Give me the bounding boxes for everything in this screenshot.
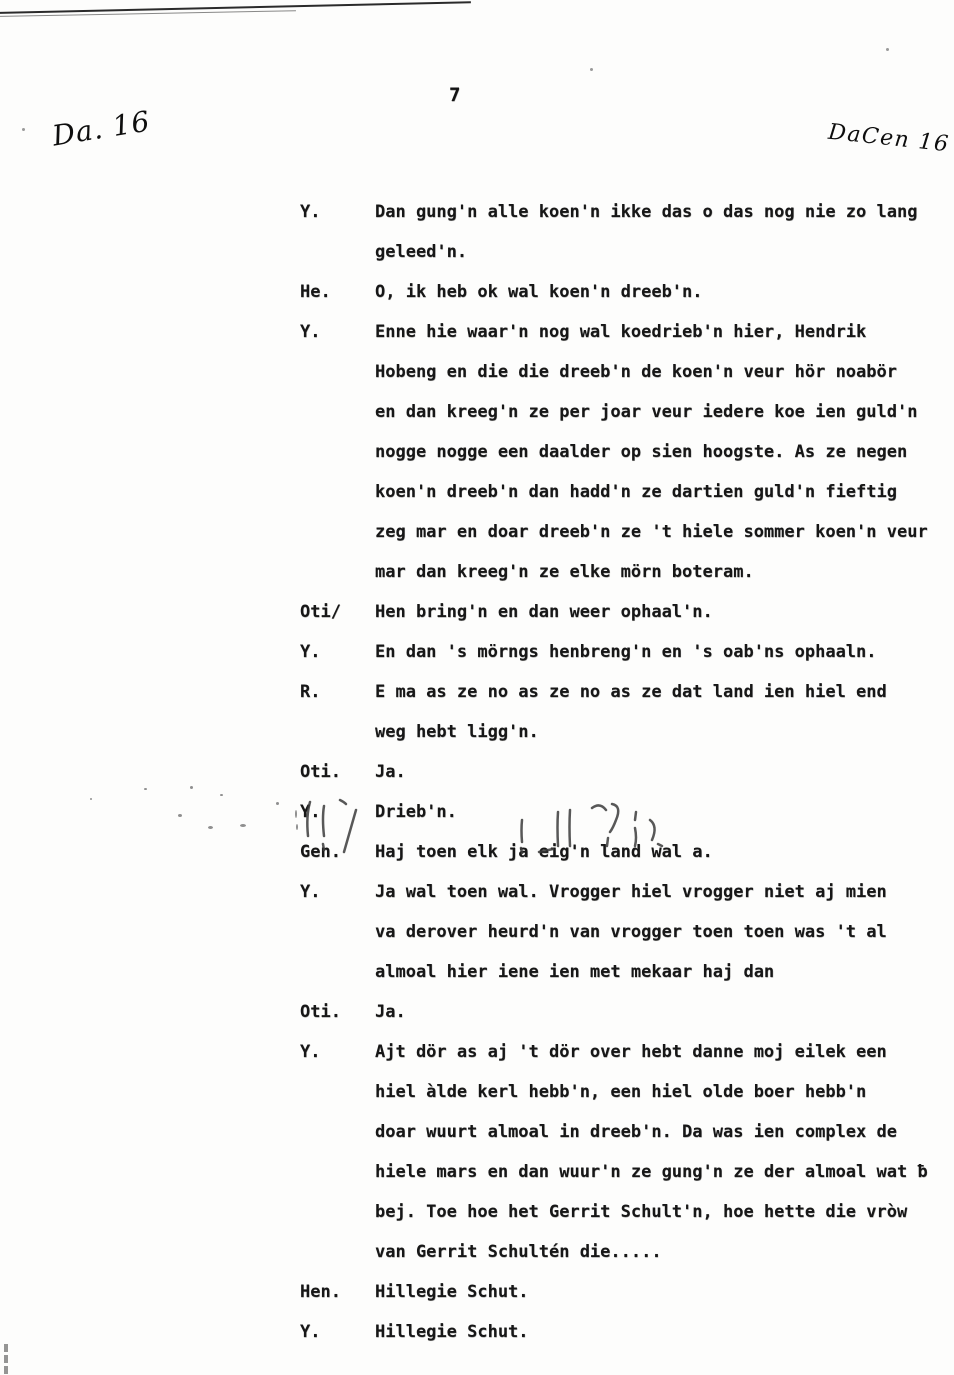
transcript-line: en dan kreeg'n ze per joar veur iedere koe ien guld'n	[375, 402, 918, 422]
utterance	[0, 872, 954, 992]
transcript-line: almoal hier iene ien met mekaar haj dan	[375, 962, 775, 982]
scan-dot	[22, 128, 25, 131]
transcript-line: koen'n dreeb'n dan hadd'n ze dartien guld'n fieftig	[375, 482, 897, 502]
handwritten-annotation-right: DaCen 16	[827, 119, 951, 158]
speaker-label: Hen.	[300, 1282, 341, 1302]
speaker-label: Y.	[300, 882, 321, 902]
speaker-label: Oti.	[300, 762, 341, 782]
transcript-line: Hillegie Schut.	[375, 1322, 529, 1342]
transcript-line: Enne hie waar'n nog wal koedrieb'n hier, Hendrik	[375, 322, 867, 342]
scan-dot	[886, 48, 889, 51]
speaker-label: Y.	[300, 202, 321, 222]
transcript-line: Haj toen elk ja eig'n land wal a.	[375, 842, 713, 862]
handwritten-annotation-left: Da. 16	[50, 104, 153, 153]
transcript-line: E ma as ze no as ze no as ze dat land ien hiel end	[375, 682, 887, 702]
transcript-line: Hen bring'n en dan weer ophaal'n.	[375, 602, 713, 622]
speaker-label: Y.	[300, 802, 321, 822]
speaker-label: Oti.	[300, 1002, 341, 1022]
utterance	[0, 1272, 954, 1312]
scan-dot	[590, 68, 593, 71]
utterance	[0, 1312, 954, 1352]
utterance	[0, 1032, 954, 1272]
transcript-line: doar wuurt almoal in dreeb'n. Da was ien complex de	[375, 1122, 897, 1142]
transcript-line: zeg mar en doar dreeb'n ze 't hiele sommer koen'n veur	[375, 522, 928, 542]
transcript-line: En dan 's mörngs henbreng'n en 's oab'ns ophaaln.	[375, 642, 877, 662]
transcript-line: Drieb'n.	[375, 802, 457, 822]
utterance	[0, 992, 954, 1032]
transcript-line: O, ik heb ok wal koen'n dreeb'n.	[375, 282, 703, 302]
speaker-label: Gen.	[300, 842, 341, 862]
transcript-line: bej. Toe hoe het Gerrit Schult'n, hoe hette die vròw	[375, 1202, 908, 1222]
utterance	[0, 192, 954, 272]
transcript-line: Hillegie Schut.	[375, 1282, 529, 1302]
speaker-label: Oti/	[300, 602, 341, 622]
speaker-label: Y.	[300, 1322, 321, 1342]
transcript-line: va derover heurd'n van vrogger toen toen was 't al	[375, 922, 887, 942]
transcript-line: Ajt dör as aj 't dör over hebt danne moj eilek een	[375, 1042, 887, 1062]
utterance	[0, 672, 954, 752]
transcript-line: weg hebt ligg'n.	[375, 722, 539, 742]
transcript-line: Hobeng en die die dreeb'n de koen'n veur hör noabör	[375, 362, 897, 382]
transcript-line: geleed'n.	[375, 242, 468, 262]
speaker-label: R.	[300, 682, 321, 702]
transcript-line: hiele mars en dan wuur'n ze gung'n ze der almoal wat ƀ	[375, 1162, 928, 1182]
transcript-line: hiel àlde kerl hebb'n, een hiel olde boer hebb'n	[375, 1082, 867, 1102]
transcript-line: Ja.	[375, 762, 406, 782]
speaker-label: He.	[300, 282, 331, 302]
speaker-label: Y.	[300, 642, 321, 662]
transcript-line: Ja wal toen wal. Vrogger hiel vrogger niet aj mien	[375, 882, 887, 902]
speaker-label: Y.	[300, 322, 321, 342]
transcript-line: Ja.	[375, 1002, 406, 1022]
scan-corner-mark	[4, 1344, 8, 1374]
dialogue-transcript	[0, 192, 954, 1352]
utterance	[0, 592, 954, 632]
transcript-line: nogge nogge een daalder op sien hoogste. As ze negen	[375, 442, 908, 462]
transcript-line: Dan gung'n alle koen'n ikke das o das nog nie zo lang	[375, 202, 918, 222]
margin-smudge	[80, 780, 310, 860]
page-number: 7	[449, 84, 461, 106]
utterance	[0, 272, 954, 312]
utterance	[0, 312, 954, 592]
transcript-line: mar dan kreeg'n ze elke mörn boteram.	[375, 562, 754, 582]
transcript-line: van Gerrit Schultén die.....	[375, 1242, 662, 1262]
speaker-label: Y.	[300, 1042, 321, 1062]
utterance	[0, 632, 954, 672]
